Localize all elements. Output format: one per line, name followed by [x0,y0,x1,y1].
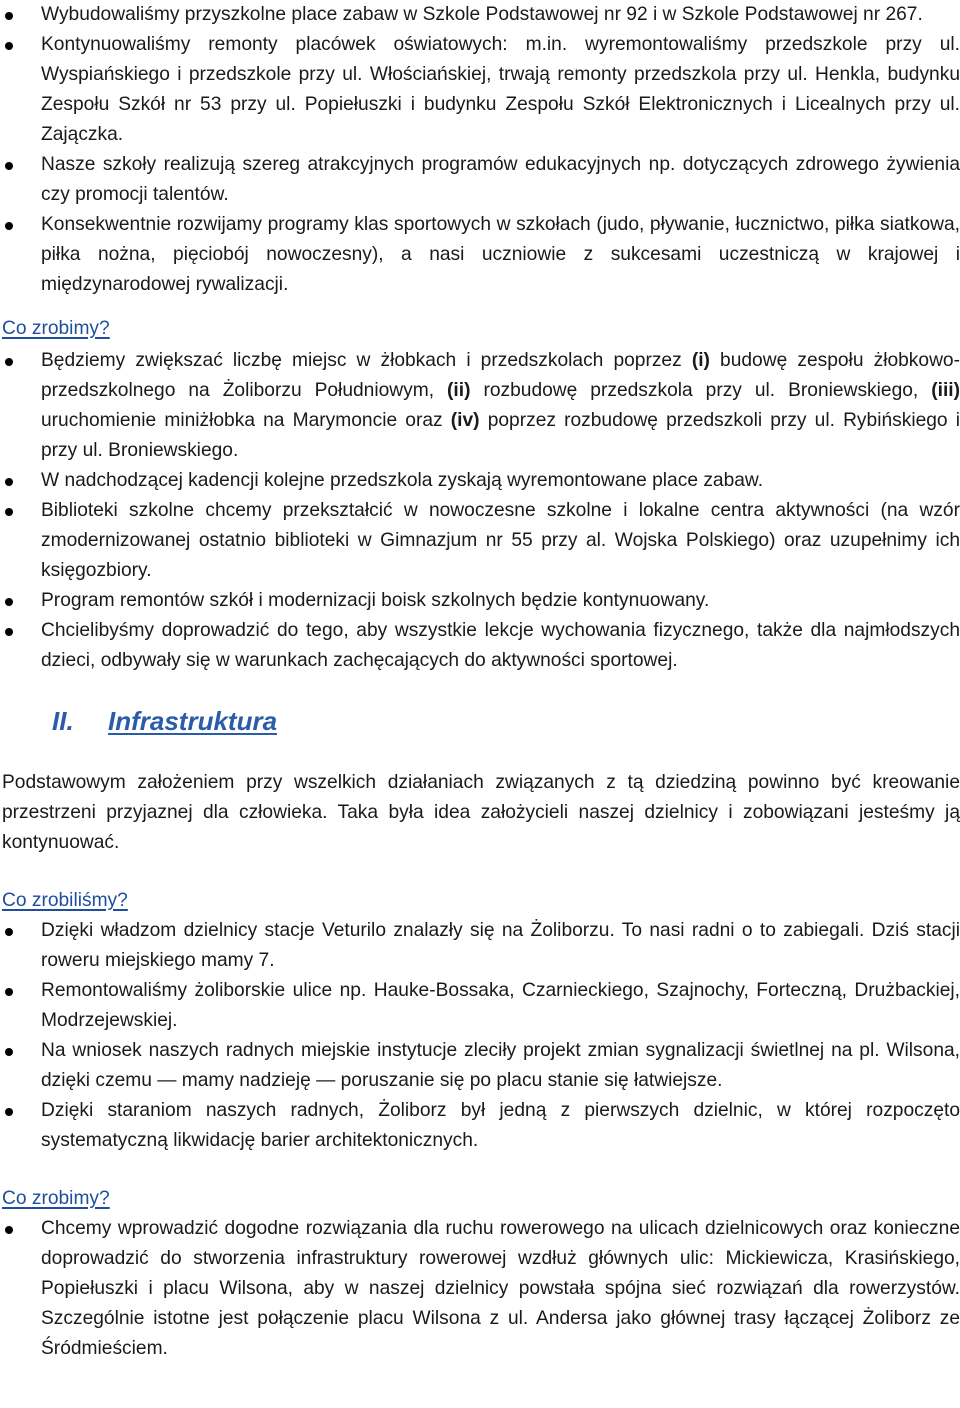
plans-list-infrastructure [0,1214,960,1364]
heading-plans-education: Co zrobimy? [2,318,110,339]
list-item: Chcielibyśmy doprowadzić do tego, aby wszystkie lekcje wychowania fizycznego, także dla najmłodszych dzieci, odbywały się w warunkach zachęcających do aktywności sportowej. [0,616,960,676]
bullet-icon [5,42,13,50]
bullet-icon [5,12,13,20]
intro-paragraph: Podstawowym założeniem przy wszelkich działaniach związanych z tą dziedziną powinno być kreowanie przestrzeni przyjaznej dla człowieka. Taka była idea założycieli naszej dzielnicy i zobowiązani jesteśmy ją kontynuować. [2,772,960,853]
list-item: Chcemy wprowadzić dogodne rozwiązania dla ruchu rowerowego na ulicach dzielnicowych oraz konieczne doprowadzić do stworzenia infrastruktury rowerowej wzdłuż głównych ulic: Mickiewicza, Krasińskiego, Popiełuszki i placu Wilsona, aby w naszej dzielnicy powstała spójna sieć rozwiązań dla rowerzystów. Szczególnie istotne jest połączenie placu Wilsona z ul. Andersa jako głównej trasy łączącej Żoliborz ze Śródmieściem. [0,1214,960,1364]
list-item: Na wniosek naszych radnych miejskie instytucje zleciły projekt zmian sygnalizacji świetlnej na pl. Wilsona, dzięki czemu — mamy nadzieję — poruszanie się po placu stanie się łatwiejsze. [0,1036,960,1096]
list-item: W nadchodzącej kadencji kolejne przedszkola zyskają wyremontowane place zabaw. [0,466,960,496]
section-title: II. Infrastruktura [52,706,278,736]
bullet-icon [5,478,13,486]
bullet-icon [5,928,13,936]
bullet-icon [5,508,13,516]
list-item: Będziemy zwiększać liczbę miejsc w żłobkach i przedszkolach poprzez (i) budowę zespołu żłobkowo-przedszkolnego na Żoliborzu Południowym, (ii) rozbudowę przedszkola przy ul. Broniewskiego, (iii) uruchomienie miniżłobka na Marymoncie oraz (iv) poprzez rozbudowę przedszkoli przy ul. Rybińskiego i przy ul. Broniewskiego. [0,346,960,466]
list-item: Dzięki staraniom naszych radnych, Żoliborz był jedną z pierwszych dzielnic, w której rozpoczęto systematyczną likwidację barier architektonicznych. [0,1096,960,1156]
list-item: Biblioteki szkolne chcemy przekształcić w nowoczesne szkolne i lokalne centra aktywności (na wzór zmodernizowanej ostatnio biblioteki w Gimnazjum nr 55 przy al. Wojska Polskiego) oraz uzupełnimy ich księgozbiory. [0,496,960,586]
heading-achievements-infrastructure: Co zrobiliśmy? [2,890,128,911]
achievements-list-education [0,0,960,300]
list-item: Wybudowaliśmy przyszkolne place zabaw w Szkole Podstawowej nr 92 i w Szkole Podstawowej nr 267. [0,0,960,30]
bullet-icon [5,628,13,636]
bullet-icon [5,598,13,606]
list-item: Kontynuowaliśmy remonty placówek oświatowych: m.in. wyremontowaliśmy przedszkole przy ul. Wyspiańskiego i przedszkole przy ul. Włościańskiej, trwają remonty przedszkola przy ul. Henkla, budynku Zespołu Szkół nr 53 przy ul. Popiełuszki i budynku Zespołu Szkół Elektronicznych i Licealnych przy ul. Zajączka. [0,30,960,150]
plans-list-education [0,346,960,676]
list-item: Konsekwentnie rozwijamy programy klas sportowych w szkołach (judo, pływanie, łucznictwo, piłka siatkowa, piłka nożna, pięciobój nowoczesny), a nasi uczniowie z sukcesami uczestniczą w krajowej i międzynarodowej rywalizacji. [0,210,960,300]
bullet-icon [5,162,13,170]
bullet-icon [5,1226,13,1234]
list-item: Nasze szkoły realizują szereg atrakcyjnych programów edukacyjnych np. dotyczących zdrowego żywienia czy promocji talentów. [0,150,960,210]
bullet-icon [5,1048,13,1056]
achievements-list-infrastructure [0,916,960,1156]
bullet-icon [5,358,13,366]
bullet-icon [5,222,13,230]
heading-plans-infrastructure: Co zrobimy? [2,1188,110,1209]
list-item: Remontowaliśmy żoliborskie ulice np. Hauke-Bossaka, Czarnieckiego, Szajnochy, Forteczną, Drużbackiej, Modrzejewskiej. [0,976,960,1036]
list-item: Program remontów szkół i modernizacji boisk szkolnych będzie kontynuowany. [0,586,960,616]
bullet-icon [5,1108,13,1116]
list-item: Dzięki władzom dzielnicy stacje Veturilo znalazły się na Żoliborzu. To nasi radni o to zabiegali. Dziś stacji roweru miejskiego mamy 7. [0,916,960,976]
bullet-icon [5,988,13,996]
